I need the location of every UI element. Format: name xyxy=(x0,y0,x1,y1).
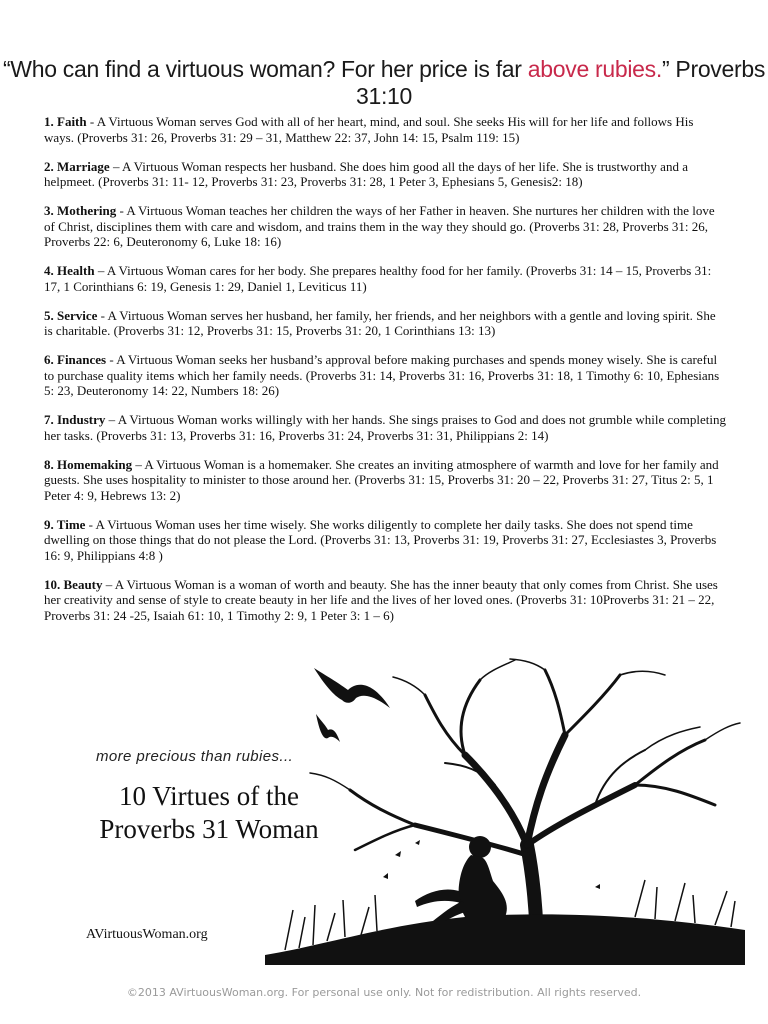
virtue-text: - A Virtuous Woman serves her husband, her family, her friends, and her neighbors with a gentle and loving spirit. She is charitable. (Proverbs 31: 12, Proverbs 31: 15, Proverbs 31: 20, 1 Corinthians 13: 13) xyxy=(44,307,716,338)
virtue-text: – A Virtuous Woman is a homemaker. She creates an inviting atmosphere of warmth and love for her family and guests. She uses hospitality to minister to those around her. (Proverbs 31: 15, Proverbs 31: 20 – 22, Proverbs 31: 27, Titus 2: 5, 1 Peter 4: 9, Hebrews 13: 2) xyxy=(44,456,719,503)
quote-start: “Who can find a virtuous woman? For her price is far xyxy=(2,56,528,82)
virtue-text: – A Virtuous Woman is a woman of worth and beauty. She has the inner beauty that only comes from Christ. She uses her creativity and sense of style to create beauty in her life and the lives of her loved ones. (Proverbs 31: 10Proverbs 31: 21 – 22, Proverbs 31: 24 -25, Isaiah 61: 10, 1 Timothy 2: 9, 1 Peter 3: 1 – 6) xyxy=(44,576,718,623)
poster-title-line-1: 10 Virtues of the xyxy=(118,781,300,811)
virtue-list xyxy=(44,114,726,637)
virtue-item xyxy=(44,308,726,339)
virtue-item xyxy=(44,203,726,250)
virtue-title: 3. Mothering xyxy=(44,203,117,218)
virtue-title: 5. Service xyxy=(44,307,98,323)
virtue-title: 2. Marriage xyxy=(44,158,110,174)
virtue-item xyxy=(44,577,726,624)
virtue-title: 9. Time xyxy=(44,516,86,532)
virtue-item xyxy=(44,412,726,443)
virtue-text: – A Virtuous Woman works willingly with her hands. She sings praises to God and does not grumble while completing her tasks. (Proverbs 31: 13, Proverbs 31: 16, Proverbs 31: 24, Proverbs 31: 31, Philippians 2: 14) xyxy=(44,412,726,443)
tagline: more precious than rubies... xyxy=(96,748,294,765)
virtue-item xyxy=(44,114,726,145)
quote-accent: above rubies. xyxy=(527,56,662,82)
virtue-title: 1. Faith xyxy=(44,114,87,129)
seated-woman-icon xyxy=(415,836,507,925)
copyright-footer: ©2013 AVirtuousWoman.org. For personal use only. Not for redistribution. All rights reserved. xyxy=(126,986,642,999)
virtue-text: - A Virtuous Woman seeks her husband’s approval before making purchases and spends money wisely. She is careful to purchase quality items which her family needs. (Proverbs 31: 14, Proverbs 31: 16, Proverbs 31: 18, 1 Timothy 6: 10, Ephesians 5: 23, Deuteronomy 14: 22, Numbers 18: 26) xyxy=(44,352,720,398)
virtue-title: 7. Industry xyxy=(44,412,106,427)
virtue-item xyxy=(44,159,726,190)
virtue-text: – A Virtuous Woman respects her husband. She does him good all the days of her life. She is trustworthy and a helpmeet. (Proverbs 31: 11- 12, Proverbs 31: 23, Proverbs 31: 28, 1 Peter 3, Ephesians 5, Genesis2: 18) xyxy=(44,158,688,189)
virtue-text: - A Virtuous Woman teaches her children the ways of her Father in heaven. She nurtures her children with the love of Christ, disciplines them with care and wisdom, and trains them in the way they should go. (Proverbs 31: 28, Proverbs 31: 26, Proverbs 22: 6, Deuteronomy 6, Luke 18: 16) xyxy=(44,203,715,249)
tree-silhouette-icon xyxy=(265,655,745,965)
virtue-item xyxy=(44,457,726,504)
quote-end: ” Proverbs 31:10 xyxy=(355,56,766,109)
virtue-title: 10. Beauty xyxy=(44,576,103,592)
virtue-text: - A Virtuous Woman serves God with all of her heart, mind, and soul. She seeks His will for her life and follows His ways. (Proverbs 31: 26, Proverbs 31: 29 – 31, Matthew 22: 37, John 14: 15, Psalm 119: 15) xyxy=(44,114,694,145)
site-name: AVirtuousWoman.org xyxy=(86,927,208,942)
virtue-text: - A Virtuous Woman uses her time wisely. She works diligently to complete her daily tasks. She does not spend time dwelling on those things that do not please the Lord. (Proverbs 31: 13, Proverbs 31: 19, Proverbs 31: 27, Ecclesiastes 3, Proverbs 16: 9, Philippians 4:8 ) xyxy=(44,516,717,563)
virtue-item xyxy=(44,517,726,564)
virtue-item xyxy=(44,352,726,399)
virtue-text: – A Virtuous Woman cares for her body. She prepares healthy food for her family. (Proverbs 31: 14 – 15, Proverbs 31: 17, 1 Corinthians 6: 19, Genesis 1: 29, Daniel 1, Leviticus 11) xyxy=(44,263,712,294)
header-quote xyxy=(0,56,768,110)
poster-title-line-2: Proverbs 31 Woman xyxy=(99,814,319,844)
virtue-title: 8. Homemaking xyxy=(44,456,133,472)
virtue-title: 4. Health xyxy=(44,263,95,278)
virtue-item xyxy=(44,263,726,294)
virtue-title: 6. Finances xyxy=(44,352,107,367)
